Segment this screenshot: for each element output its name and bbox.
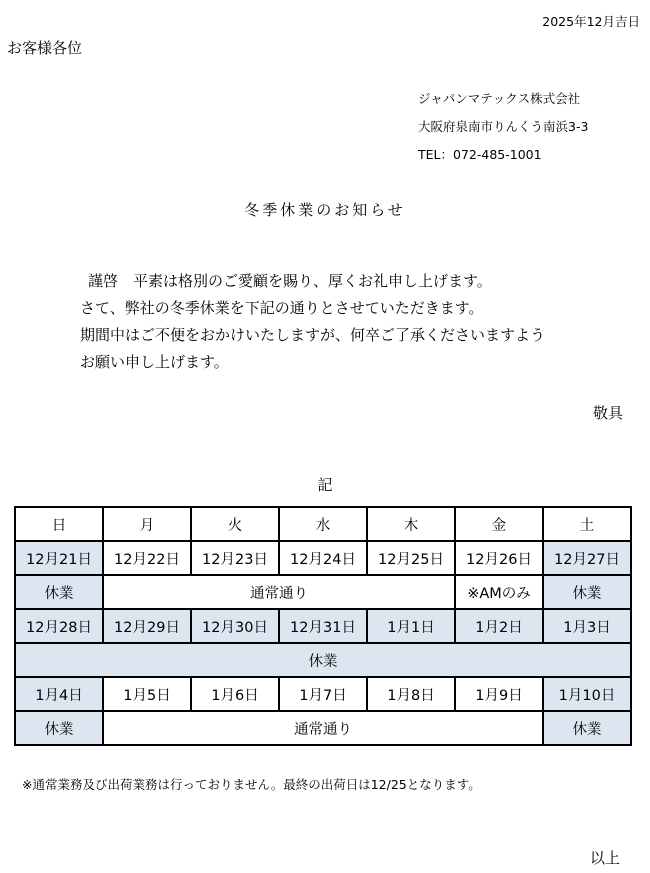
- week3-dates-row: [15, 677, 631, 711]
- body-line-4: お願い申し上げます。: [80, 353, 229, 371]
- status-cell: 通常通り: [103, 711, 543, 745]
- date-cell: 12月30日: [191, 609, 279, 643]
- shipping-note: ※通常業務及び出荷業務は行っておりません。最終の出荷日は12/25となります。: [22, 777, 481, 792]
- closing-keigu: 敬具: [592, 404, 623, 422]
- issue-date: 2025年12月吉日: [542, 14, 640, 29]
- date-cell: 12月24日: [279, 541, 367, 575]
- status-cell: 休業: [543, 711, 631, 745]
- body-line-2: さて、弊社の冬季休業を下記の通りとさせていただきます。: [80, 299, 484, 317]
- weekday-mon: 月: [103, 507, 191, 541]
- date-cell: 1月4日: [15, 677, 103, 711]
- date-cell: 12月27日: [543, 541, 631, 575]
- date-cell: 12月26日: [455, 541, 543, 575]
- date-cell: 1月1日: [367, 609, 455, 643]
- status-cell: ※AMのみ: [455, 575, 543, 609]
- week2-status-row: [15, 643, 631, 677]
- body-line-1: 謹啓 平素は格別のご愛顧を賜り、厚くお礼申し上げます。: [88, 272, 492, 290]
- status-cell: 休業: [15, 643, 631, 677]
- weekday-tue: 火: [191, 507, 279, 541]
- company-name: ジャパンマテックス株式会社: [418, 91, 581, 106]
- holiday-calendar: [14, 506, 632, 746]
- date-cell: 12月21日: [15, 541, 103, 575]
- ki-heading: 記: [317, 476, 333, 494]
- weekday-header-row: [15, 507, 631, 541]
- weekday-sat: 土: [543, 507, 631, 541]
- week3-status-row: [15, 711, 631, 745]
- week1-dates-row: [15, 541, 631, 575]
- date-cell: 1月5日: [103, 677, 191, 711]
- date-cell: 1月8日: [367, 677, 455, 711]
- week1-status-row: [15, 575, 631, 609]
- date-cell: 1月9日: [455, 677, 543, 711]
- addressee: お客様各位: [7, 39, 83, 57]
- week2-dates-row: [15, 609, 631, 643]
- date-cell: 1月6日: [191, 677, 279, 711]
- body-line-3: 期間中はご不便をおかけいたしますが、何卒ご了承くださいますよう: [80, 326, 546, 344]
- date-cell: 12月28日: [15, 609, 103, 643]
- weekday-thu: 木: [367, 507, 455, 541]
- status-cell: 休業: [543, 575, 631, 609]
- date-cell: 12月22日: [103, 541, 191, 575]
- date-cell: 1月3日: [543, 609, 631, 643]
- date-cell: 12月25日: [367, 541, 455, 575]
- date-cell: 12月29日: [103, 609, 191, 643]
- company-address: 大阪府泉南市りんくう南浜3-3: [418, 119, 589, 134]
- closing-ijo: 以上: [589, 849, 620, 867]
- date-cell: 1月7日: [279, 677, 367, 711]
- date-cell: 12月23日: [191, 541, 279, 575]
- notice-title: 冬季休業のお知らせ: [244, 201, 406, 219]
- status-cell: 休業: [15, 575, 103, 609]
- date-cell: 1月2日: [455, 609, 543, 643]
- weekday-wed: 水: [279, 507, 367, 541]
- date-cell: 12月31日: [279, 609, 367, 643]
- weekday-fri: 金: [455, 507, 543, 541]
- date-cell: 1月10日: [543, 677, 631, 711]
- status-cell: 通常通り: [103, 575, 455, 609]
- status-cell: 休業: [15, 711, 103, 745]
- company-tel: TEL：072-485-1001: [418, 147, 542, 162]
- weekday-sun: 日: [15, 507, 103, 541]
